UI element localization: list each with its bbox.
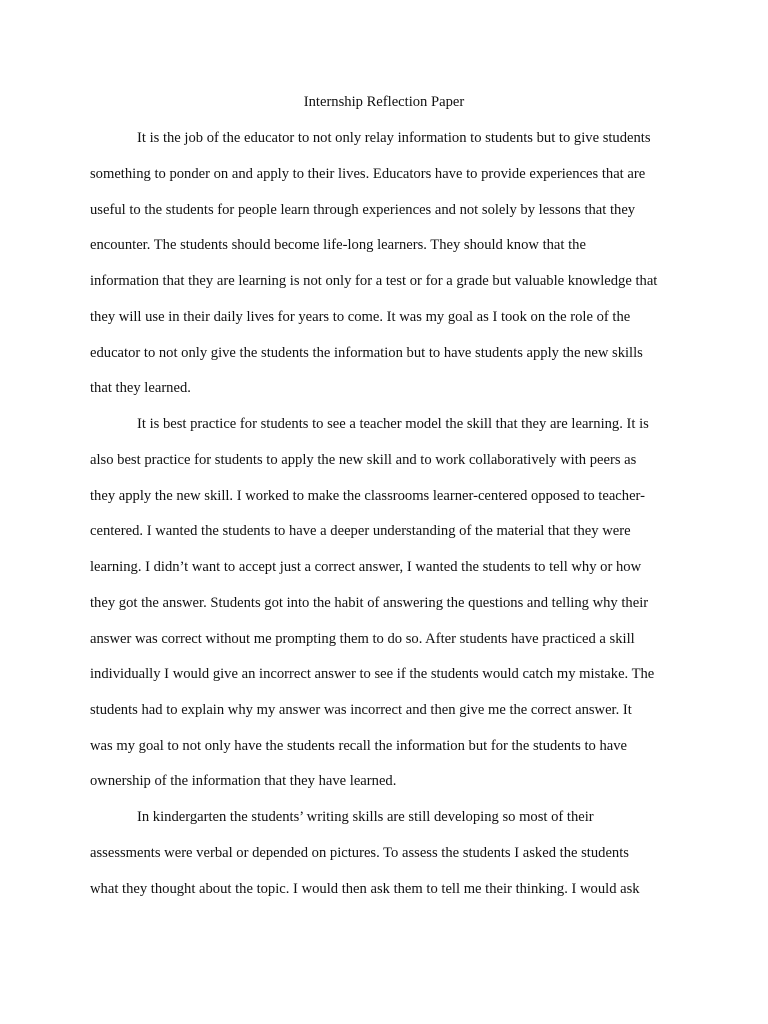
paragraph-1-line: encounter. The students should become life-long learners. They should know that the [90, 237, 586, 253]
paragraph-1-line: they will use in their daily lives for years to come. It was my goal as I took on the role of the [90, 309, 631, 325]
page-title: Internship Reflection Paper [303, 94, 465, 110]
paragraph-3-line: In kindergarten the students’ writing skills are still developing so most of their [137, 809, 594, 825]
paragraph-1-line: information that they are learning is not only for a test or for a grade but valuable knowledge that [90, 273, 658, 289]
paragraph-1-line: It is the job of the educator to not only relay information to students but to give students [137, 130, 651, 146]
paragraph-2-line: they got the answer. Students got into the habit of answering the questions and telling why their [90, 595, 649, 611]
paragraph-3-line: assessments were verbal or depended on pictures. To assess the students I asked the students [90, 845, 629, 861]
paragraph-2-line: they apply the new skill. I worked to make the classrooms learner-centered opposed to teacher- [90, 488, 645, 504]
paragraph-2-line: It is best practice for students to see a teacher model the skill that they are learning. It is [137, 416, 649, 432]
paragraph-2-line: also best practice for students to apply the new skill and to work collaboratively with peers as [90, 452, 637, 468]
paragraph-1-line: useful to the students for people learn through experiences and not solely by lessons that they [90, 202, 636, 218]
paragraph-2-line: students had to explain why my answer was incorrect and then give me the correct answer. It [90, 702, 632, 718]
paragraph-2-line: ownership of the information that they have learned. [90, 773, 397, 789]
paragraph-2-line: answer was correct without me prompting them to do so. After students have practiced a skill [90, 631, 635, 647]
paragraph-1-line: that they learned. [90, 380, 191, 396]
paragraph-2-line: learning. I didn’t want to accept just a correct answer, I wanted the students to tell why or how [90, 559, 642, 575]
paragraph-3-line: what they thought about the topic. I would then ask them to tell me their thinking. I would ask [90, 881, 640, 897]
paragraph-1-line: something to ponder on and apply to their lives. Educators have to provide experiences that are [90, 166, 646, 182]
paragraph-1-line: educator to not only give the students the information but to have students apply the new skills [90, 345, 643, 361]
paragraph-2-line: individually I would give an incorrect answer to see if the students would catch my mistake. The [90, 666, 655, 682]
paragraph-2-line: was my goal to not only have the students recall the information but for the students to have [90, 738, 628, 754]
paragraph-2-line: centered. I wanted the students to have a deeper understanding of the material that they were [90, 523, 631, 539]
